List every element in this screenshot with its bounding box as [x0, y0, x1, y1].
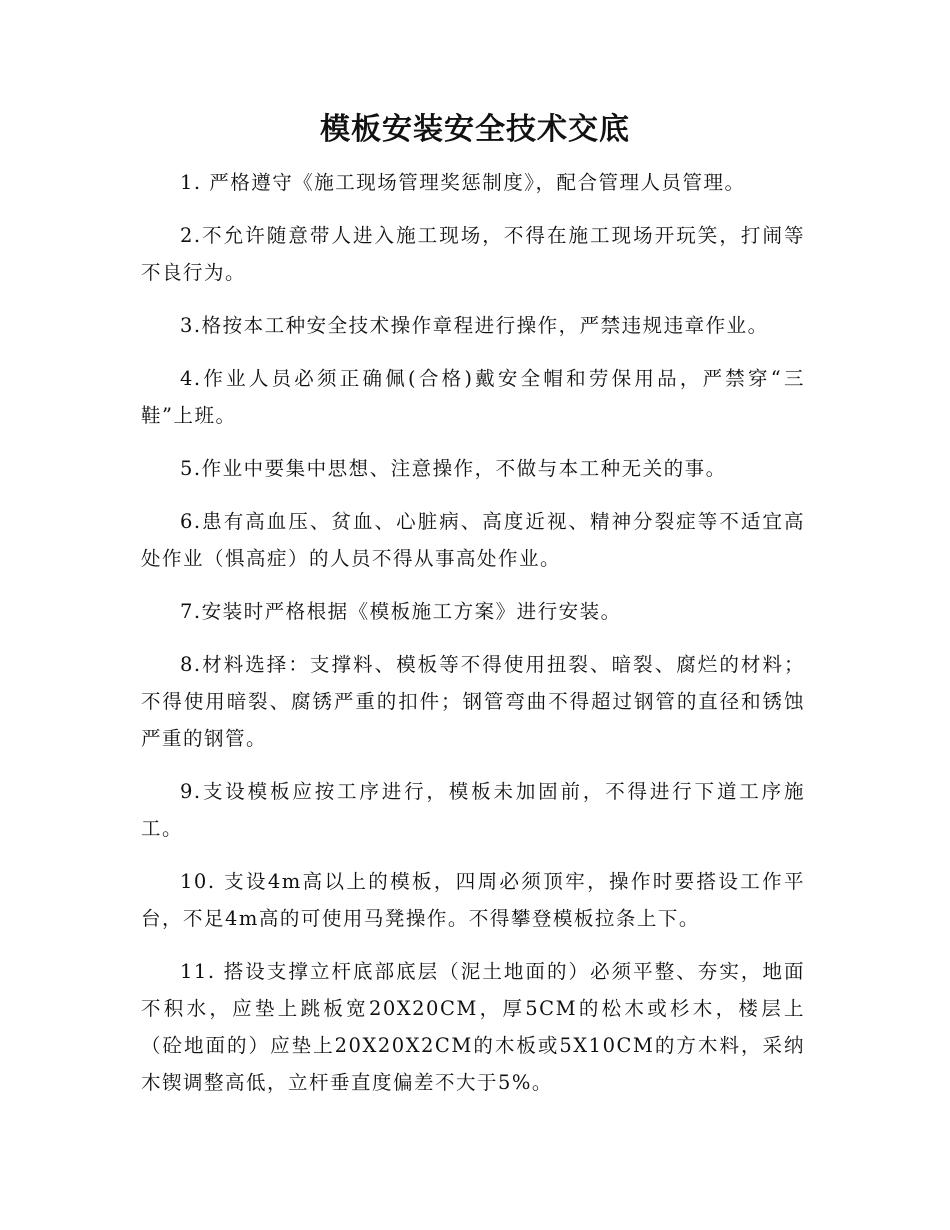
paragraph-5: 5.作业中要集中思想、注意操作，不做与本工种无关的事。: [180, 457, 727, 480]
document-body: [141, 164, 805, 1117]
paragraph-2: 2.不允许随意带人进入施工现场，不得在施工现场开玩笑，打闹等不良行为。: [141, 224, 805, 284]
paragraph-7: 7.安装时严格根据《模板施工方案》进行安装。: [180, 600, 622, 623]
paragraph-1: 1. 严格遵守《施工现场管理奖惩制度》，配合管理人员管理。: [180, 171, 746, 194]
paragraph-6: 6.患有高血压、贫血、心脏病、高度近视、精神分裂症等不适宜高处作业（惧高症）的人员不得从事高处作业。: [141, 510, 805, 570]
paragraph-8: 8.材料选择：支撑料、模板等不得使用扭裂、暗裂、腐烂的材料；不得使用暗裂、腐锈严重的扣件；钢管弯曲不得超过钢管的直径和锈蚀严重的钢管。: [141, 653, 805, 750]
paragraph-9: 9.支设模板应按工序进行，模板未加固前，不得进行下道工序施工。: [141, 780, 805, 840]
paragraph-10: 10. 支设4m高以上的模板，四周必须顶牢，操作时要搭设工作平台，不足4m高的可使用马凳操作。不得攀登模板拉条上下。: [141, 870, 805, 930]
paragraph-4: 4.作业人员必须正确佩(合格)戴安全帽和劳保用品，严禁穿“三鞋”上班。: [141, 367, 805, 427]
document-title: 模板安装安全技术交底: [320, 112, 630, 147]
paragraph-11: 11. 搭设支撑立杆底部底层（泥土地面的）必须平整、夯实，地面不积水，应垫上跳板宽20X20CM，厚5CM的松木或杉木，楼层上（砼地面的）应垫上20X20X2CM的木板或5X10CM的方木料，采纳木锲调整高低，立杆垂直度偏差不大于5%。: [141, 960, 805, 1094]
paragraph-3: 3.格按本工种安全技术操作章程进行操作，严禁违规违章作业。: [180, 314, 769, 337]
